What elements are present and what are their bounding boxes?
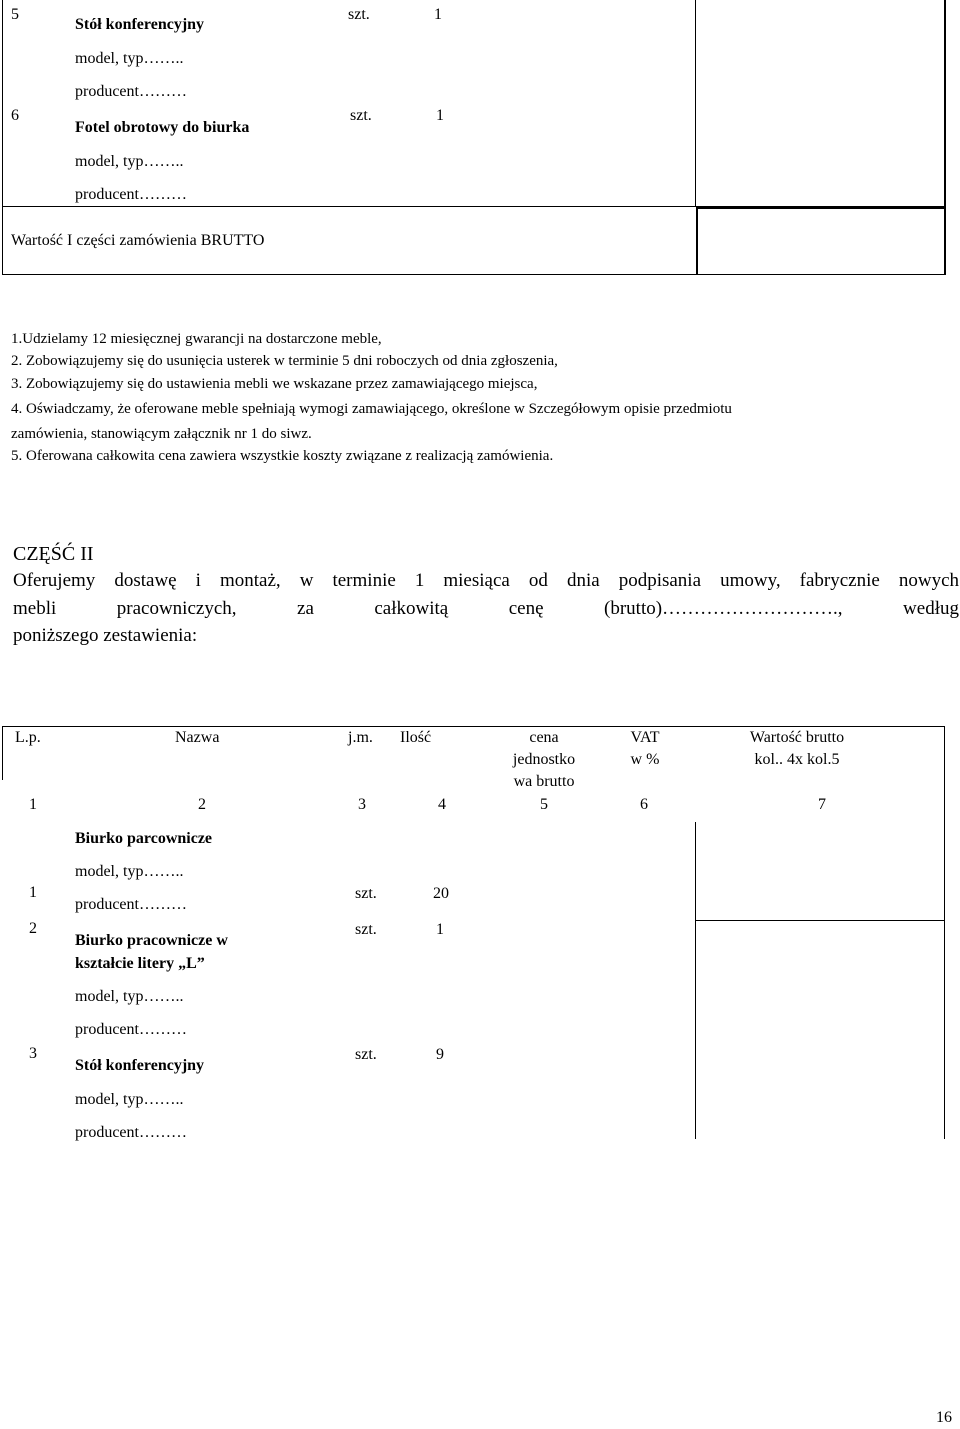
item-qty: 20 bbox=[433, 885, 449, 902]
header-unit: j.m. bbox=[348, 729, 373, 746]
statement-4-cont: zamówienia, stanowiącym załącznik nr 1 do siwz. bbox=[11, 426, 312, 442]
column-number: 1 bbox=[29, 796, 37, 813]
statement-2: 2. Zobowiązujemy się do usunięcia usterek w terminie 5 dni roboczych od dnia zgłoszenia, bbox=[11, 353, 558, 369]
column-number: 7 bbox=[818, 796, 826, 813]
item-producer: producent……… bbox=[75, 1021, 187, 1038]
item-producer: producent……… bbox=[75, 896, 187, 913]
statement-1: 1.Udzielamy 12 miesięcznej gwarancji na dostarczone meble, bbox=[11, 331, 382, 347]
statement-5: 5. Oferowana całkowita cena zawiera wszystkie koszty związane z realizacją zamówienia. bbox=[11, 448, 554, 464]
item-model: model, typ…….. bbox=[75, 988, 184, 1005]
header-name: Nazwa bbox=[175, 729, 220, 746]
item-name-cont: kształcie litery „L” bbox=[75, 955, 205, 972]
header-unit-price-1: cena bbox=[529, 729, 559, 746]
row-number: 3 bbox=[29, 1045, 37, 1062]
item-name: Biurko pracownicze w bbox=[75, 932, 228, 949]
item-name: Biurko parcownicze bbox=[75, 830, 213, 847]
item-name: Stół konferencyjny bbox=[75, 1057, 205, 1074]
item-unit: szt. bbox=[350, 107, 372, 124]
column-number: 5 bbox=[540, 796, 548, 813]
row-number: 2 bbox=[29, 920, 37, 937]
total-label: Wartość I części zamówienia BRUTTO bbox=[11, 232, 265, 249]
item-qty: 1 bbox=[436, 107, 444, 124]
item-unit: szt. bbox=[355, 885, 377, 902]
item-model: model, typ…….. bbox=[75, 1091, 184, 1108]
item-producer: producent……… bbox=[75, 1124, 187, 1141]
statement-3: 3. Zobowiązujemy się do ustawienia mebli we wskazane przez zamawiającego miejsca, bbox=[11, 376, 538, 392]
row-number: 6 bbox=[11, 107, 19, 124]
row-number: 1 bbox=[29, 884, 37, 901]
part-two-line-3: poniższego zestawienia: bbox=[13, 625, 198, 646]
column-number: 4 bbox=[438, 796, 446, 813]
item-producer: producent……… bbox=[75, 186, 187, 203]
section-heading: CZĘŚĆ II bbox=[13, 543, 94, 565]
item-model: model, typ…….. bbox=[75, 50, 184, 67]
header-unit-price-2: jednostko bbox=[512, 751, 576, 768]
item-qty: 9 bbox=[436, 1046, 444, 1063]
header-qty: Ilość bbox=[400, 729, 432, 746]
column-number: 2 bbox=[198, 796, 206, 813]
header-unit-price-3: wa brutto bbox=[513, 773, 575, 790]
header-vat-1: VAT bbox=[630, 729, 660, 746]
header-value-2: kol.. 4x kol.5 bbox=[754, 751, 840, 768]
header-vat-2: w % bbox=[630, 751, 660, 768]
column-number: 3 bbox=[358, 796, 366, 813]
header-value-1: Wartość brutto bbox=[749, 729, 845, 746]
item-model: model, typ…….. bbox=[75, 153, 184, 170]
item-qty: 1 bbox=[436, 921, 444, 938]
item-model: model, typ…….. bbox=[75, 863, 184, 880]
page-number: 16 bbox=[936, 1409, 952, 1426]
item-unit: szt. bbox=[355, 921, 377, 938]
item-name: Stół konferencyjny bbox=[75, 16, 205, 33]
part-two-line-1: Oferujemy dostawę i montaż, w terminie 1 miesiąca od dnia podpisania umowy, fabrycznie nowych bbox=[13, 570, 959, 591]
item-unit: szt. bbox=[348, 6, 370, 23]
column-number: 6 bbox=[640, 796, 648, 813]
header-lp: L.p. bbox=[15, 729, 41, 746]
statement-4: 4. Oświadczamy, że oferowane meble spełniają wymogi zamawiającego, określone w Szczegółowym opisie przedmiotu bbox=[11, 401, 732, 417]
item-producer: producent……… bbox=[75, 83, 187, 100]
item-qty: 1 bbox=[434, 6, 442, 23]
item-name: Fotel obrotowy do biurka bbox=[75, 119, 250, 136]
row-number: 5 bbox=[11, 6, 19, 23]
item-unit: szt. bbox=[355, 1046, 377, 1063]
part-two-line-2: mebli pracowniczych, za całkowitą cenę (brutto)………………………., według bbox=[13, 598, 959, 619]
